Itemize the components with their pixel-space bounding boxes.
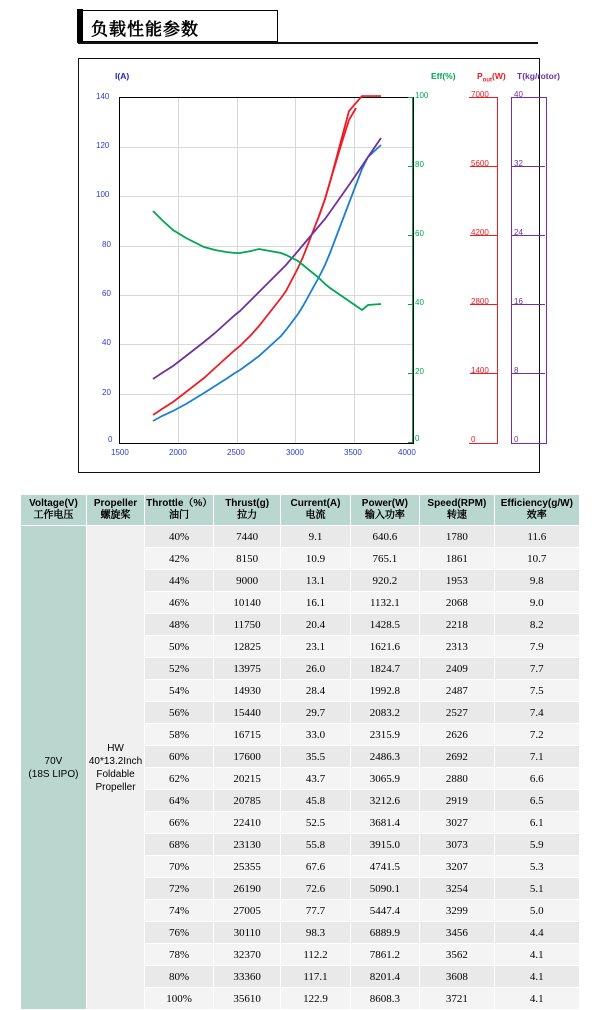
cell-thrust: 27005: [213, 900, 281, 922]
cell-speed: 1861: [420, 548, 494, 570]
cell-power: 1992.8: [350, 680, 420, 702]
table-header-row: [21, 495, 580, 526]
cell-power: 1132.1: [350, 592, 420, 614]
cell-speed: 2919: [420, 790, 494, 812]
cell-efficiency: 4.4: [494, 922, 579, 944]
power-axis: [469, 97, 498, 444]
cell-thrust: 16715: [213, 724, 281, 746]
cell-throttle: 76%: [145, 922, 214, 944]
cell-current: 20.4: [281, 614, 350, 636]
cell-speed: 2527: [420, 702, 494, 724]
cell-speed: 1780: [420, 526, 494, 548]
cell-throttle: 74%: [145, 900, 214, 922]
cell-efficiency: 5.9: [494, 834, 579, 856]
cell-power: 640.6: [350, 526, 420, 548]
cell-speed: 3207: [420, 856, 494, 878]
cell-thrust: 17600: [213, 746, 281, 768]
cell-efficiency: 7.9: [494, 636, 579, 658]
cell-efficiency: 5.0: [494, 900, 579, 922]
cell-thrust: 22410: [213, 812, 281, 834]
cell-current: 67.6: [281, 856, 350, 878]
cell-propeller: HW 40*13.2Inch Foldable Propeller: [86, 526, 144, 1010]
axis-label-efficiency: Eff(%): [431, 71, 456, 81]
cell-efficiency: 4.1: [494, 988, 579, 1010]
title-divider: [78, 42, 538, 44]
cell-current: 29.7: [281, 702, 350, 724]
cell-current: 23.1: [281, 636, 350, 658]
cell-efficiency: 7.7: [494, 658, 579, 680]
cell-efficiency: 6.5: [494, 790, 579, 812]
cell-power: 3212.6: [350, 790, 420, 812]
cell-throttle: 72%: [145, 878, 214, 900]
cell-throttle: 48%: [145, 614, 214, 636]
cell-thrust: 13975: [213, 658, 281, 680]
cell-speed: 3299: [420, 900, 494, 922]
cell-current: 9.1: [281, 526, 350, 548]
cell-thrust: 33360: [213, 966, 281, 988]
cell-current: 45.8: [281, 790, 350, 812]
cell-throttle: 78%: [145, 944, 214, 966]
cell-power: 765.1: [350, 548, 420, 570]
cell-power: 5447.4: [350, 900, 420, 922]
cell-throttle: 58%: [145, 724, 214, 746]
cell-power: 1428.5: [350, 614, 420, 636]
table-head: [21, 495, 580, 526]
cell-power: 4741.5: [350, 856, 420, 878]
cell-throttle: 54%: [145, 680, 214, 702]
cell-power: 6889.9: [350, 922, 420, 944]
cell-efficiency: 5.3: [494, 856, 579, 878]
cell-efficiency: 11.6: [494, 526, 579, 548]
cell-current: 122.9: [281, 988, 350, 1010]
efficiency-axis: [412, 97, 413, 442]
cell-thrust: 20215: [213, 768, 281, 790]
cell-speed: 3027: [420, 812, 494, 834]
performance-chart: I(A) Eff(%) $P_{out}(W)$ T(kg/rotor) 140 120 100 80 60 40 20 0 1500 2000 2500 3000 3500 4000 100 80 60 40 20 0 7000 5600 4200 2800 1400 0 40 32 24 16 8 0: [78, 58, 540, 473]
cell-efficiency: 8.2: [494, 614, 579, 636]
cell-efficiency: 10.7: [494, 548, 579, 570]
cell-current: 10.9: [281, 548, 350, 570]
cell-power: 3681.4: [350, 812, 420, 834]
cell-power: 2315.9: [350, 724, 420, 746]
cell-thrust: 15440: [213, 702, 281, 724]
cell-power: 8201.4: [350, 966, 420, 988]
cell-current: 43.7: [281, 768, 350, 790]
cell-efficiency: 5.1: [494, 878, 579, 900]
cell-speed: 3254: [420, 878, 494, 900]
cell-speed: 3456: [420, 922, 494, 944]
cell-throttle: 68%: [145, 834, 214, 856]
cell-power: 920.2: [350, 570, 420, 592]
cell-throttle: 52%: [145, 658, 214, 680]
col-speed: Speed(RPM) 转速: [420, 495, 494, 526]
axis-label-thrust: T(kg/rotor): [517, 71, 560, 81]
cell-throttle: 70%: [145, 856, 214, 878]
thrust-axis: [511, 97, 547, 444]
cell-thrust: 9000: [213, 570, 281, 592]
cell-power: 2083.2: [350, 702, 420, 724]
col-thrust: Thrust(g) 拉力: [213, 495, 281, 526]
table-row: [21, 526, 580, 548]
cell-efficiency: 6.1: [494, 812, 579, 834]
cell-efficiency: 9.8: [494, 570, 579, 592]
cell-power: 8608.3: [350, 988, 420, 1010]
cell-thrust: 10140: [213, 592, 281, 614]
cell-speed: 2487: [420, 680, 494, 702]
data-table: [20, 494, 580, 1010]
cell-thrust: 12825: [213, 636, 281, 658]
cell-efficiency: 4.1: [494, 944, 579, 966]
cell-thrust: 7440: [213, 526, 281, 548]
cell-speed: 3608: [420, 966, 494, 988]
cell-efficiency: 4.1: [494, 966, 579, 988]
cell-efficiency: 7.4: [494, 702, 579, 724]
cell-current: 112.2: [281, 944, 350, 966]
performance-table: [20, 494, 580, 1010]
cell-throttle: 40%: [145, 526, 214, 548]
cell-thrust: 30110: [213, 922, 281, 944]
cell-efficiency: 7.1: [494, 746, 579, 768]
cell-speed: 3721: [420, 988, 494, 1010]
cell-speed: 2068: [420, 592, 494, 614]
cell-power: 1621.6: [350, 636, 420, 658]
cell-speed: 2692: [420, 746, 494, 768]
cell-efficiency: 7.2: [494, 724, 579, 746]
cell-thrust: 25355: [213, 856, 281, 878]
series-lines: [96, 92, 416, 457]
cell-speed: 3073: [420, 834, 494, 856]
plot-area: 140 120 100 80 60 40 20 0 1500 2000 2500 3000 3500 4000: [96, 92, 416, 457]
col-propeller: Propeller 螺旋桨: [86, 495, 144, 526]
cell-efficiency: 9.0: [494, 592, 579, 614]
cell-power: 5090.1: [350, 878, 420, 900]
cell-power: 2486.3: [350, 746, 420, 768]
table-body: [21, 526, 580, 1010]
cell-speed: 1953: [420, 570, 494, 592]
cell-throttle: 42%: [145, 548, 214, 570]
cell-power: 3915.0: [350, 834, 420, 856]
cell-throttle: 80%: [145, 966, 214, 988]
cell-current: 26.0: [281, 658, 350, 680]
cell-current: 28.4: [281, 680, 350, 702]
cell-thrust: 23130: [213, 834, 281, 856]
cell-throttle: 56%: [145, 702, 214, 724]
cell-voltage: 70V (18S LIPO): [21, 526, 87, 1010]
cell-speed: 2218: [420, 614, 494, 636]
col-power: Power(W) 输入功率: [350, 495, 420, 526]
cell-power: 1824.7: [350, 658, 420, 680]
cell-throttle: 44%: [145, 570, 214, 592]
col-efficiency: Efficiency(g/W) 效率: [494, 495, 579, 526]
cell-throttle: 64%: [145, 790, 214, 812]
cell-current: 77.7: [281, 900, 350, 922]
page-title-box: [78, 10, 278, 42]
cell-current: 98.3: [281, 922, 350, 944]
cell-thrust: 26190: [213, 878, 281, 900]
cell-speed: 2626: [420, 724, 494, 746]
cell-power: 3065.9: [350, 768, 420, 790]
cell-current: 117.1: [281, 966, 350, 988]
axis-label-current: I(A): [115, 71, 130, 81]
page-title: 负载性能参数: [91, 20, 199, 39]
cell-current: 52.5: [281, 812, 350, 834]
cell-speed: 2409: [420, 658, 494, 680]
cell-thrust: 20785: [213, 790, 281, 812]
col-voltage: Voltage(V) 工作电压: [21, 495, 87, 526]
cell-speed: 3562: [420, 944, 494, 966]
cell-speed: 2313: [420, 636, 494, 658]
cell-thrust: 35610: [213, 988, 281, 1010]
cell-power: 7861.2: [350, 944, 420, 966]
cell-current: 35.5: [281, 746, 350, 768]
cell-efficiency: 7.5: [494, 680, 579, 702]
col-current: Current(A) 电流: [281, 495, 350, 526]
cell-current: 55.8: [281, 834, 350, 856]
cell-throttle: 100%: [145, 988, 214, 1010]
axis-label-power: $P_{out}(W)$: [477, 71, 506, 84]
cell-thrust: 32370: [213, 944, 281, 966]
cell-current: 16.1: [281, 592, 350, 614]
cell-efficiency: 6.6: [494, 768, 579, 790]
title-accent-bar: [77, 9, 83, 43]
cell-throttle: 46%: [145, 592, 214, 614]
cell-current: 72.6: [281, 878, 350, 900]
cell-throttle: 50%: [145, 636, 214, 658]
cell-speed: 2880: [420, 768, 494, 790]
cell-throttle: 62%: [145, 768, 214, 790]
cell-thrust: 11750: [213, 614, 281, 636]
cell-thrust: 8150: [213, 548, 281, 570]
cell-throttle: 66%: [145, 812, 214, 834]
col-throttle: Throttle（%） 油门: [145, 495, 214, 526]
cell-throttle: 60%: [145, 746, 214, 768]
cell-current: 13.1: [281, 570, 350, 592]
cell-current: 33.0: [281, 724, 350, 746]
cell-thrust: 14930: [213, 680, 281, 702]
